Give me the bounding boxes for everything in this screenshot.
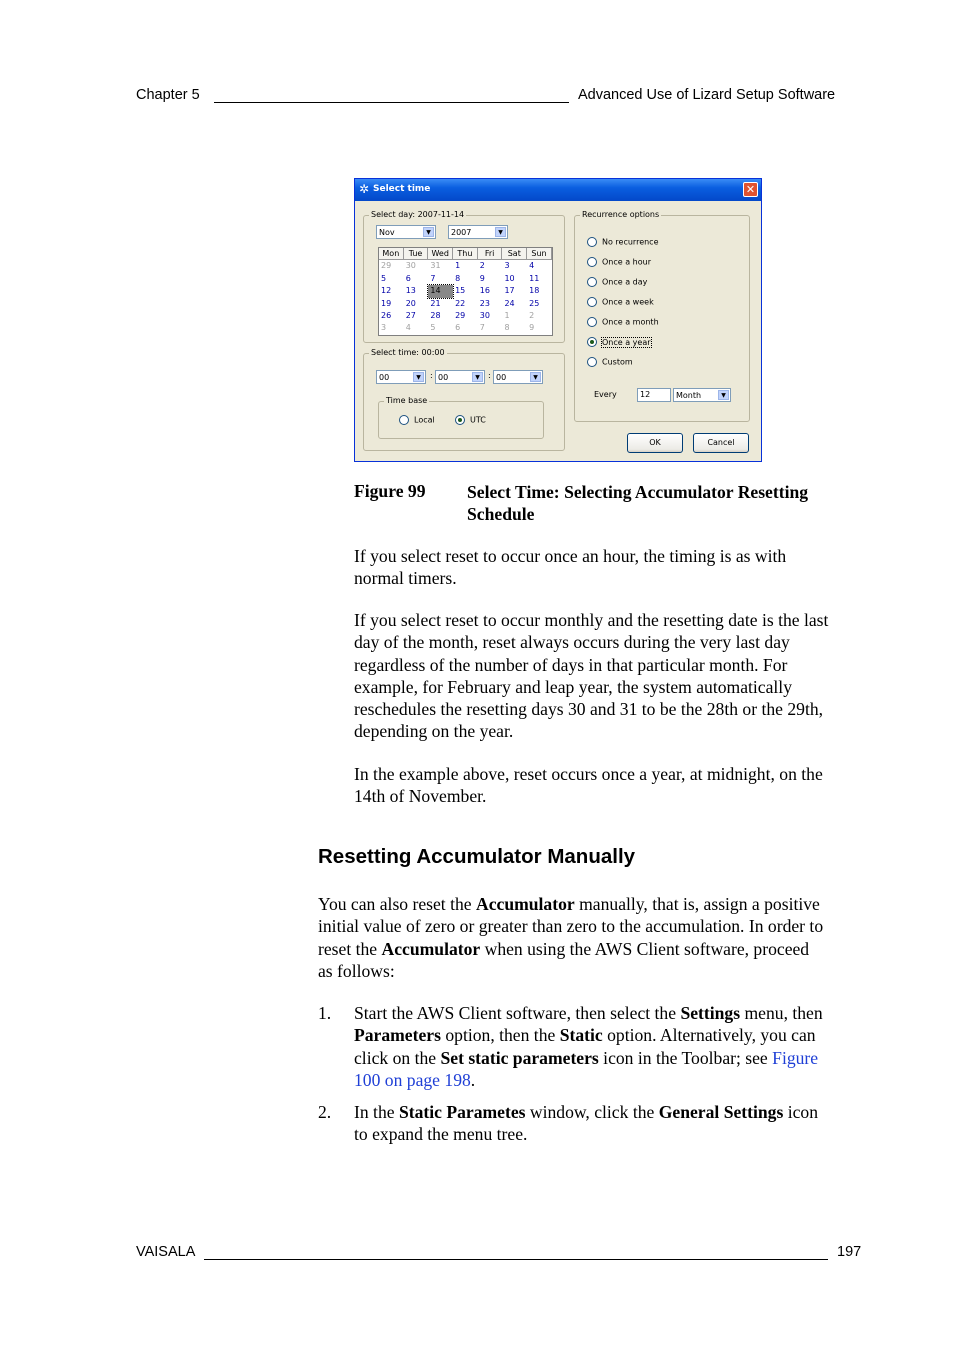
- every-value-field[interactable]: 12: [637, 388, 671, 402]
- weekday-label: Sun: [527, 248, 552, 260]
- recurrence-option-label: Once a year: [602, 337, 651, 347]
- recurrence-label: Recurrence options: [582, 210, 660, 219]
- calendar-week-row: [379, 260, 552, 272]
- calendar-day[interactable]: 2: [529, 310, 535, 320]
- cancel-button[interactable]: Cancel: [693, 433, 749, 453]
- text-line: You can also reset the Accumulator manually, that is, assign a positive: [318, 894, 820, 914]
- calendar-week-row: [379, 285, 552, 297]
- calendar-day[interactable]: 26: [381, 310, 392, 320]
- calendar-day[interactable]: 30: [479, 310, 490, 320]
- chevron-down-icon[interactable]: ▼: [530, 372, 541, 382]
- time-base-utc-label: UTC: [470, 415, 486, 425]
- calendar-day[interactable]: 5: [430, 323, 436, 333]
- text-line: initial value of zero or greater than zero to the accumulation. In order to: [318, 916, 824, 937]
- text-line: regardless of the number of days in that particular month. For: [354, 654, 788, 675]
- text-line: day of the month, reset always occurs during the very last day: [354, 632, 790, 653]
- recurrence-option[interactable]: [587, 337, 651, 349]
- recurrence-option-label: Custom: [602, 357, 633, 367]
- calendar-day[interactable]: 10: [504, 273, 515, 283]
- calendar-day[interactable]: 3: [381, 323, 387, 333]
- recurrence-option[interactable]: [587, 317, 659, 329]
- figure-caption-line: Select Time: Selecting Accumulator Resetting: [467, 482, 809, 502]
- calendar-day[interactable]: 17: [504, 286, 515, 296]
- text-line: In the example above, reset occurs once a year, at midnight, on the: [354, 764, 823, 784]
- time-separator: :: [430, 371, 433, 380]
- calendar-day[interactable]: 3: [504, 261, 510, 271]
- radio-icon[interactable]: [587, 317, 597, 327]
- calendar-grid: [378, 247, 553, 336]
- step-2: [354, 1101, 818, 1146]
- select-time-label: Select time: 00:00: [371, 348, 445, 357]
- chevron-down-icon[interactable]: ▼: [423, 227, 434, 237]
- calendar-week-row: [379, 273, 552, 285]
- calendar-day[interactable]: 23: [479, 298, 490, 308]
- text-line: depending on the year.: [354, 721, 514, 742]
- header-rule: [214, 102, 569, 103]
- calendar-day[interactable]: 12: [381, 286, 392, 296]
- calendar-day[interactable]: 8: [455, 273, 461, 283]
- step-2-number: 2.: [318, 1102, 332, 1122]
- calendar-day[interactable]: 29: [455, 310, 466, 320]
- select-time-dialog: [354, 178, 762, 462]
- dialog-titlebar: [355, 179, 761, 201]
- app-icon: ✲: [359, 182, 370, 196]
- text-line: If you select reset to occur monthly and the resetting date is the last: [354, 610, 829, 630]
- footer-company: VAISALA: [136, 1244, 196, 1260]
- figure-caption-line: Schedule: [467, 504, 535, 525]
- calendar-day[interactable]: 4: [529, 261, 535, 271]
- figure-caption: [467, 481, 808, 526]
- calendar-day[interactable]: 14: [428, 285, 453, 297]
- figure-link[interactable]: 100 on page 198: [354, 1069, 471, 1090]
- figure-link[interactable]: Figure: [772, 1047, 819, 1068]
- calendar-week-row: [379, 298, 552, 310]
- radio-selected-icon[interactable]: [455, 415, 465, 425]
- time-base-utc-radio[interactable]: [455, 415, 486, 425]
- weekday-label: Mon: [379, 248, 404, 260]
- text-line: In the Static Parametes window, click the General Settings icon: [354, 1102, 819, 1122]
- radio-icon[interactable]: [587, 257, 597, 267]
- text-line: Start the AWS Client software, then select the Settings menu, then: [354, 1003, 823, 1023]
- chevron-down-icon[interactable]: ▼: [413, 372, 424, 382]
- recurrence-option[interactable]: [587, 237, 659, 249]
- figure-number: Figure 99: [354, 481, 426, 501]
- select-time-group: [363, 348, 565, 451]
- radio-icon[interactable]: [587, 357, 597, 367]
- weekday-label: Tue: [404, 248, 429, 260]
- text-line: example, for February and leap year, the system automatically: [354, 676, 792, 697]
- paragraph-2: [354, 609, 828, 743]
- text-line: reset the Accumulator when using the AWS Client software, proceed: [318, 938, 810, 959]
- time-base-group: [378, 396, 544, 439]
- calendar-day[interactable]: 31: [430, 261, 441, 271]
- chevron-down-icon[interactable]: ▼: [718, 390, 729, 400]
- select-day-label: Select day: 2007-11-14: [371, 210, 465, 219]
- calendar-day[interactable]: 18: [529, 286, 540, 296]
- text-line: click on the Set static parameters icon in the Toolbar; see Figure: [354, 1047, 819, 1068]
- text-line: If you select reset to occur once an hour, the timing is as with: [354, 546, 787, 566]
- calendar-day[interactable]: 30: [405, 261, 416, 271]
- calendar-day[interactable]: 6: [455, 323, 461, 333]
- time-separator: :: [488, 371, 491, 380]
- calendar-day[interactable]: 5: [381, 273, 387, 283]
- every-unit-select[interactable]: [673, 388, 731, 402]
- calendar-day[interactable]: 27: [405, 310, 416, 320]
- dialog-title: Select time: [373, 184, 431, 194]
- section-heading: Resetting Accumulator Manually: [318, 845, 636, 868]
- hour-select[interactable]: [376, 370, 426, 384]
- every-label: Every: [594, 390, 617, 399]
- paragraph-1: [354, 545, 786, 590]
- month-value: Nov: [379, 228, 395, 237]
- calendar-day[interactable]: 7: [479, 323, 485, 333]
- second-select[interactable]: [493, 370, 543, 384]
- text-line: reschedules the resetting days 30 and 31 to be the 28th or the 29th,: [354, 699, 824, 720]
- radio-icon[interactable]: [587, 277, 597, 287]
- chevron-down-icon[interactable]: ▼: [495, 227, 506, 237]
- select-day-group: [363, 210, 565, 343]
- time-base-label: Time base: [386, 396, 428, 405]
- paragraph-3: [354, 763, 823, 808]
- recurrence-option[interactable]: [587, 357, 633, 369]
- recurrence-option-label: Once a day: [602, 277, 648, 287]
- chevron-down-icon[interactable]: ▼: [472, 372, 483, 382]
- weekday-label: Wed: [428, 248, 453, 260]
- weekday-label: Fri: [478, 248, 503, 260]
- section-title: Advanced Use of Lizard Setup Software: [578, 87, 836, 103]
- text-line: 14th of November.: [354, 786, 487, 807]
- calendar-day[interactable]: 4: [405, 323, 411, 333]
- recurrence-option-label: No recurrence: [602, 237, 659, 247]
- close-icon[interactable]: ✕: [743, 182, 758, 197]
- text-line: Parameters option, then the Static option. Alternatively, you can: [354, 1025, 816, 1046]
- time-base-local-radio[interactable]: [399, 415, 435, 425]
- calendar-day[interactable]: 24: [504, 298, 515, 308]
- time-base-local-label: Local: [414, 415, 435, 425]
- calendar-day[interactable]: 9: [479, 273, 485, 283]
- calendar-day[interactable]: 22: [455, 298, 466, 308]
- month-select[interactable]: [376, 225, 436, 239]
- text-line: to expand the menu tree.: [354, 1124, 528, 1145]
- year-value: 2007: [451, 228, 472, 237]
- recurrence-option-label: Once a week: [602, 297, 654, 307]
- ok-button[interactable]: OK: [627, 433, 683, 453]
- calendar-day[interactable]: 9: [529, 323, 535, 333]
- calendar-day[interactable]: 21: [430, 298, 441, 308]
- weekday-label: Sat: [502, 248, 527, 260]
- radio-icon[interactable]: [587, 237, 597, 247]
- calendar-day[interactable]: 20: [405, 298, 416, 308]
- minute-select[interactable]: [435, 370, 485, 384]
- radio-selected-icon[interactable]: [587, 337, 597, 347]
- calendar-day[interactable]: 11: [529, 273, 540, 283]
- every-unit-value: Month: [676, 391, 702, 400]
- calendar-week-row: [379, 310, 552, 322]
- chapter-label: Chapter 5: [136, 87, 200, 103]
- hour-value: 00: [379, 373, 390, 382]
- recurrence-option[interactable]: [587, 257, 651, 269]
- text-line: as follows:: [318, 960, 395, 981]
- footer-rule: [204, 1259, 828, 1260]
- text-line: 100 on page 198.: [354, 1069, 476, 1090]
- calendar-day[interactable]: 29: [381, 261, 392, 271]
- calendar-day[interactable]: 19: [381, 298, 392, 308]
- page-number: 197: [837, 1244, 862, 1260]
- radio-icon[interactable]: [587, 297, 597, 307]
- step-1: [354, 1002, 823, 1091]
- calendar-day[interactable]: 2: [479, 261, 485, 271]
- calendar-day[interactable]: 1: [455, 261, 461, 271]
- calendar-day[interactable]: 16: [479, 286, 490, 296]
- calendar-day[interactable]: 13: [405, 286, 416, 296]
- calendar-day[interactable]: 28: [430, 310, 441, 320]
- weekday-label: Thu: [453, 248, 478, 260]
- recurrence-option-label: Once a month: [602, 317, 659, 327]
- recurrence-option-label: Once a hour: [602, 257, 651, 267]
- year-select[interactable]: [448, 225, 508, 239]
- step-1-number: 1.: [318, 1003, 332, 1023]
- recurrence-option[interactable]: [587, 277, 647, 289]
- calendar-week-row: [379, 322, 552, 334]
- radio-icon[interactable]: [399, 415, 409, 425]
- recurrence-option[interactable]: [587, 297, 654, 309]
- calendar-day[interactable]: 7: [430, 273, 436, 283]
- calendar-day[interactable]: 6: [405, 273, 411, 283]
- calendar-day[interactable]: 15: [455, 286, 466, 296]
- calendar-day[interactable]: 25: [529, 298, 540, 308]
- minute-value: 00: [438, 373, 449, 382]
- calendar-header: [379, 248, 552, 260]
- section-intro: [318, 893, 823, 982]
- second-value: 00: [496, 373, 507, 382]
- calendar-day[interactable]: 8: [504, 323, 510, 333]
- calendar-day[interactable]: 1: [504, 310, 510, 320]
- text-line: normal timers.: [354, 568, 457, 589]
